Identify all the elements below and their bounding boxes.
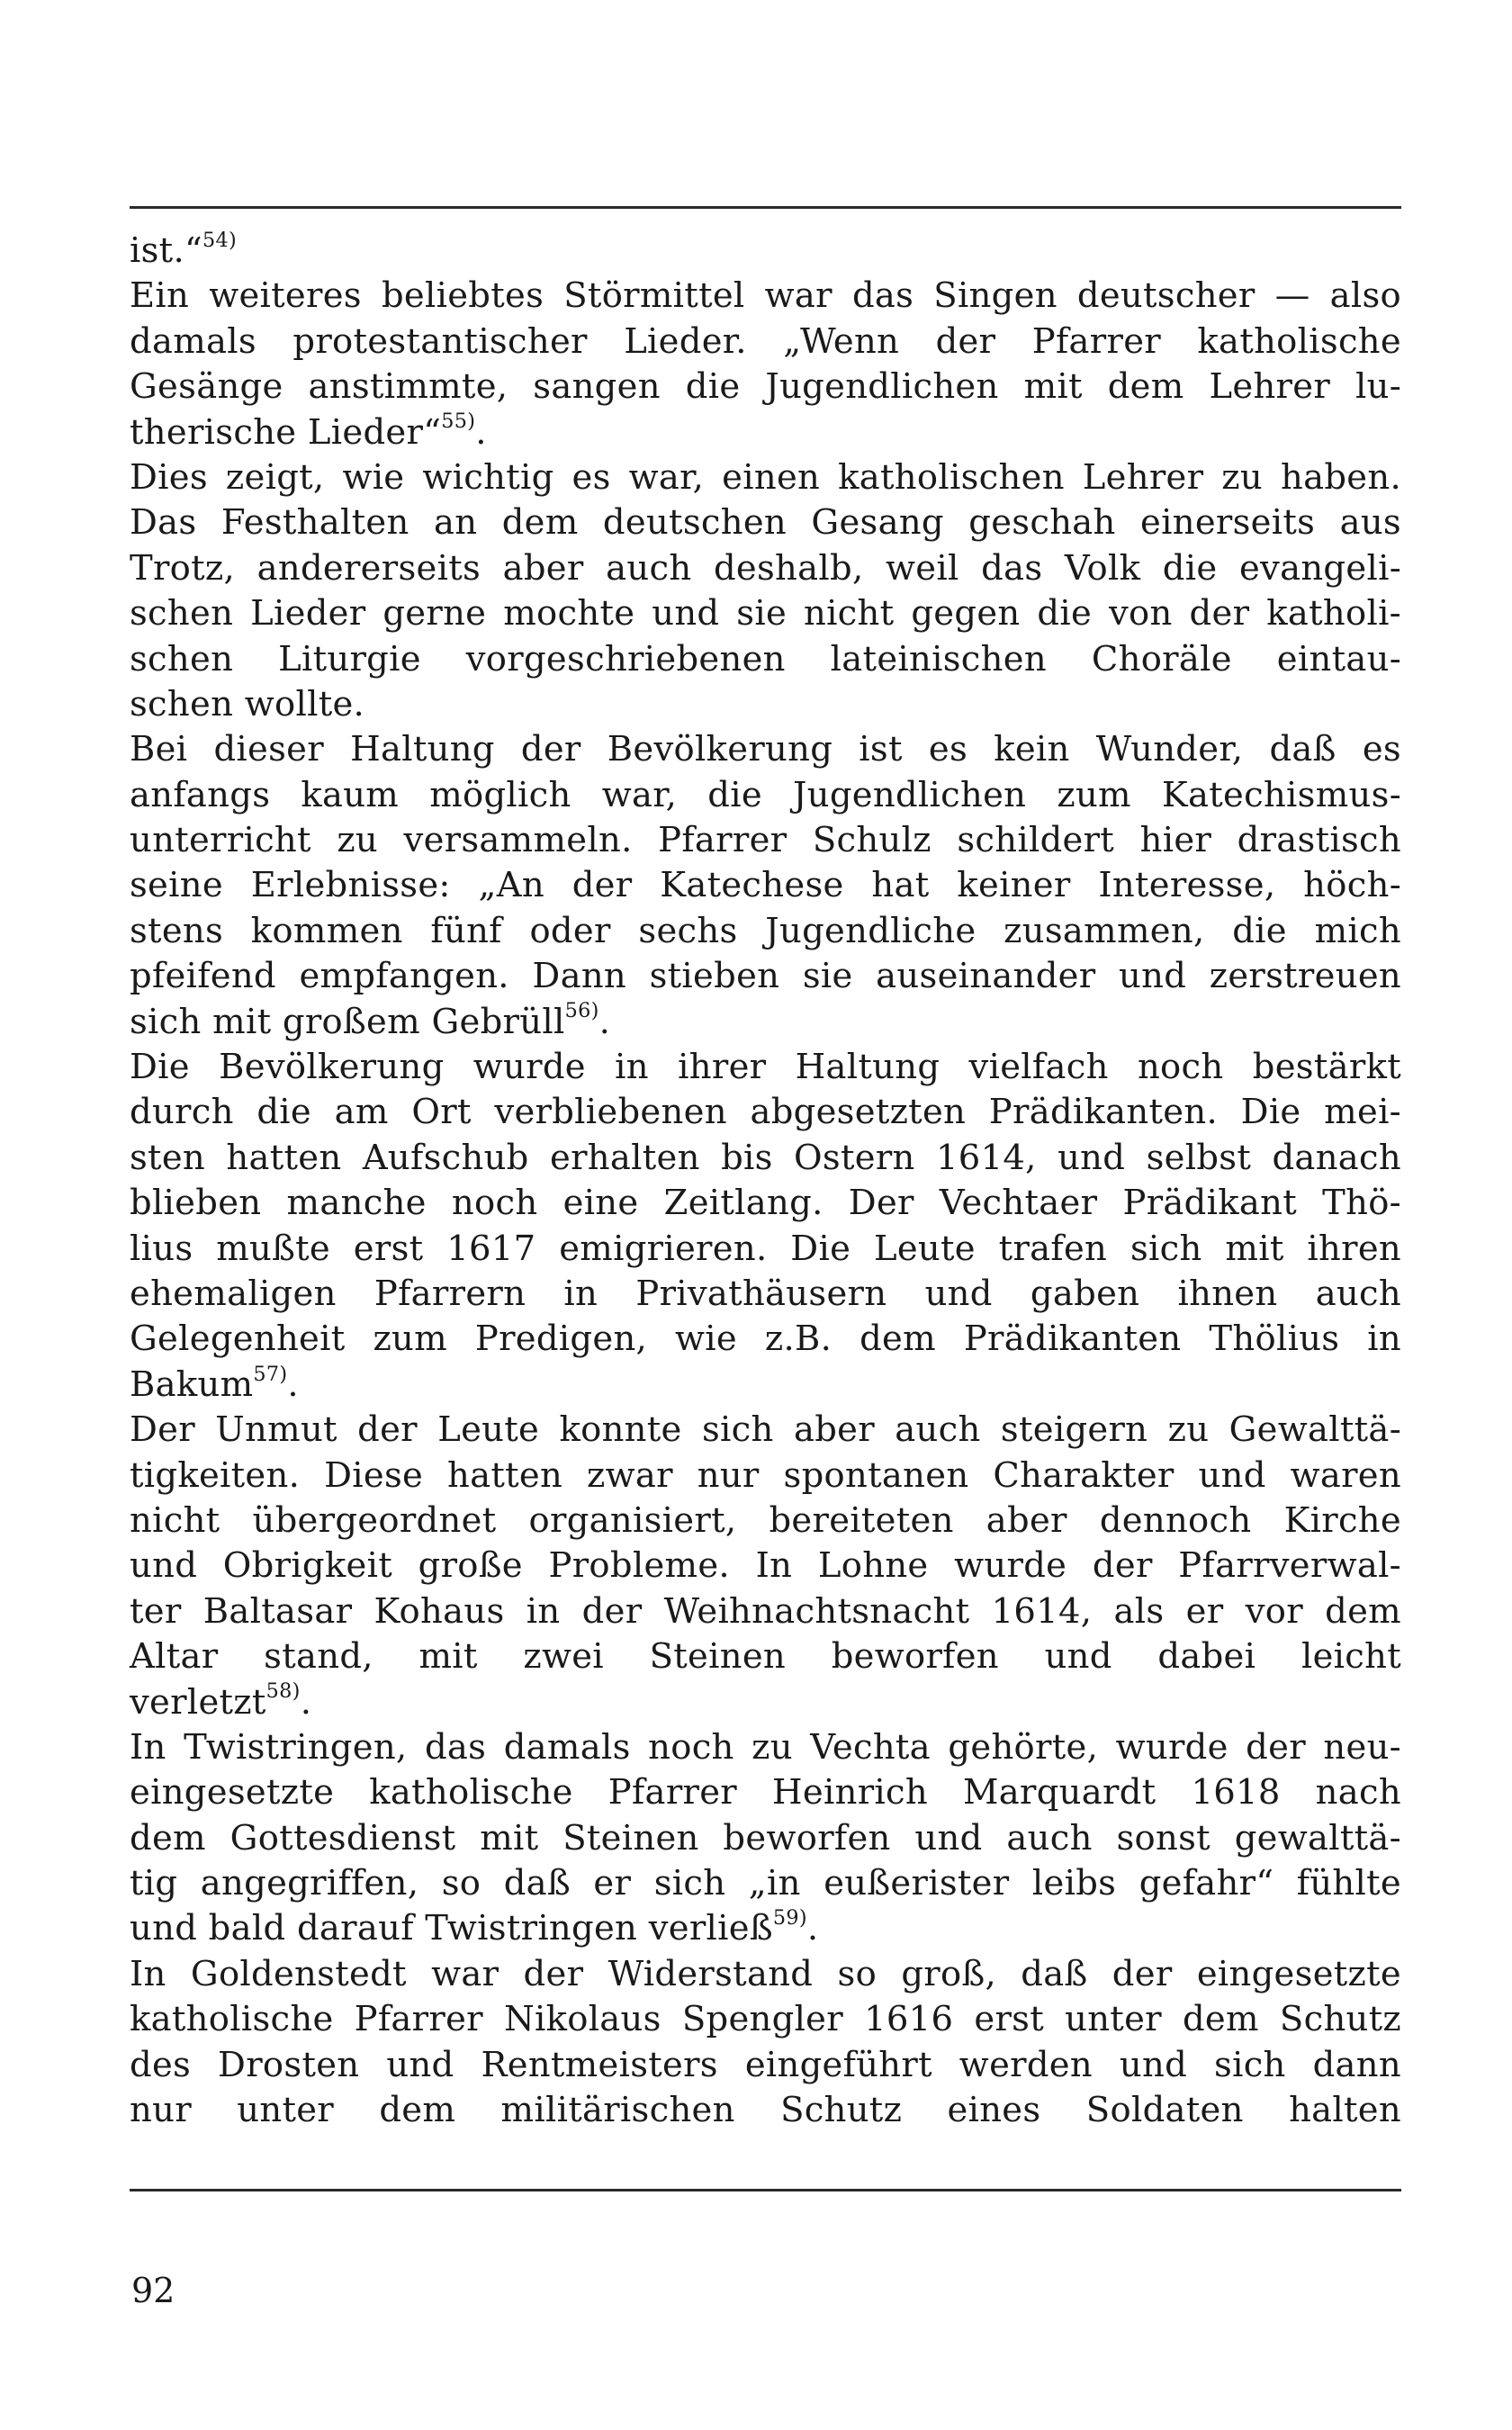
line-text: nur unter dem militärischen Schutz eines Soldaten halten <box>130 2090 1401 2131</box>
text-line <box>130 229 1401 274</box>
text-line <box>130 1136 1401 1181</box>
line-text: Bakum <box>130 1364 254 1405</box>
text-line <box>130 1000 1401 1045</box>
footnote-reference: 56) <box>564 999 599 1023</box>
line-text: schen wollte. <box>130 683 365 724</box>
line-punctuation: . <box>287 1364 299 1405</box>
text-line <box>130 1408 1401 1453</box>
footnote-reference: 55) <box>441 410 476 434</box>
text-line <box>130 1634 1401 1679</box>
text-line <box>130 455 1401 500</box>
top-rule <box>130 206 1401 209</box>
line-text: seine Erlebnisse: „An der Katechese hat keiner Interesse, höch- <box>130 865 1401 906</box>
line-text: pfeifend empfangen. Dann stieben sie auseinander und zerstreuen <box>130 956 1401 997</box>
text-line <box>130 727 1401 772</box>
line-text: Trotz, andererseits aber auch deshalb, weil das Volk die evangeli- <box>130 547 1401 589</box>
line-punctuation: . <box>300 1681 312 1723</box>
text-line <box>130 2043 1401 2088</box>
line-text: tig angegriffen, so daß er sich „in eußerister leibs gefahr“ fühlte <box>130 1863 1401 1904</box>
line-text: blieben manche noch eine Zeitlang. Der Vechtaer Prädikant Thö- <box>130 1183 1401 1224</box>
text-line <box>130 1090 1401 1135</box>
line-punctuation: . <box>806 1908 819 1949</box>
footnote-reference: 59) <box>772 1906 807 1930</box>
line-text: sich mit großem Gebrüll <box>130 1001 565 1042</box>
text-line <box>130 773 1401 818</box>
text-line <box>130 682 1401 727</box>
line-text: unterricht zu versammeln. Pfarrer Schulz schildert hier drastisch <box>130 820 1401 861</box>
text-line <box>130 320 1401 364</box>
text-line <box>130 546 1401 591</box>
line-text: tigkeiten. Diese hatten zwar nur spontanen Charakter und waren <box>130 1454 1401 1496</box>
footnote-reference: 54) <box>202 228 237 252</box>
text-line <box>130 1181 1401 1226</box>
line-text: des Drosten und Rentmeisters eingeführt werden und sich dann <box>130 2044 1401 2085</box>
line-punctuation: . <box>475 411 487 453</box>
text-line <box>130 1272 1401 1317</box>
line-text: ter Baltasar Kohaus in der Weihnachtsnacht 1614, als er vor dem <box>130 1590 1401 1632</box>
line-text: schen Liturgie vorgeschriebenen lateinischen Choräle eintau- <box>130 638 1401 680</box>
line-text: Bei dieser Haltung der Bevölkerung ist es kein Wunder, daß es <box>130 729 1401 770</box>
line-text: lius mußte erst 1617 emigrieren. Die Leute trafen sich mit ihren <box>130 1228 1401 1269</box>
footnote-reference: 58) <box>266 1679 301 1704</box>
line-text: eingesetzte katholische Pfarrer Heinrich Marquardt 1618 nach <box>130 1772 1401 1814</box>
line-text: dem Gottesdienst mit Steinen beworfen und auch sonst gewalttä- <box>130 1817 1401 1858</box>
footnote-reference: 57) <box>253 1362 288 1386</box>
text-line <box>130 500 1401 545</box>
line-text: durch die am Ort verbliebenen abgesetzten Prädikanten. Die mei- <box>130 1092 1401 1133</box>
line-text: nicht übergeordnet organisiert, bereiteten aber dennoch Kirche <box>130 1499 1401 1541</box>
body-text <box>130 229 1401 2133</box>
text-line <box>130 1454 1401 1498</box>
line-text: stens kommen fünf oder sechs Jugendliche zusammen, die mich <box>130 910 1401 951</box>
page-number: 92 <box>131 2271 176 2310</box>
text-line <box>130 1906 1401 1951</box>
line-text: ehemaligen Pfarrern in Privathäusern und gaben ihnen auch <box>130 1273 1401 1314</box>
text-line <box>130 1997 1401 2042</box>
line-punctuation: . <box>598 1001 611 1042</box>
line-text: sten hatten Aufschub erhalten bis Ostern 1614, und selbst danach <box>130 1137 1401 1178</box>
text-line <box>130 1317 1401 1362</box>
line-text: anfangs kaum möglich war, die Jugendlichen zum Katechismus- <box>130 774 1401 815</box>
text-line <box>130 1680 1401 1725</box>
text-line <box>130 1589 1401 1634</box>
text-line <box>130 410 1401 455</box>
text-line <box>130 1227 1401 1272</box>
line-text: schen Lieder gerne mochte und sie nicht gegen die von der katholi- <box>130 593 1401 634</box>
text-line <box>130 1770 1401 1815</box>
line-text: und bald darauf Twistringen verließ <box>130 1908 773 1949</box>
text-line <box>130 1861 1401 1906</box>
text-line <box>130 274 1401 319</box>
line-text: damals protestantischer Lieder. „Wenn der Pfarrer katholische <box>130 320 1401 362</box>
text-line <box>130 1952 1401 1997</box>
line-text: katholische Pfarrer Nikolaus Spengler 1616 erst unter dem Schutz <box>130 1999 1401 2040</box>
text-line <box>130 591 1401 636</box>
line-text: Altar stand, mit zwei Steinen beworfen und dabei leicht <box>130 1636 1401 1678</box>
text-line <box>130 1816 1401 1861</box>
text-line <box>130 637 1401 682</box>
line-text: In Goldenstedt war der Widerstand so groß, daß der eingesetzte <box>130 1953 1401 1994</box>
text-line <box>130 1725 1401 1770</box>
line-text: Ein weiteres beliebtes Störmittel war das Singen deutscher — also <box>130 275 1401 317</box>
line-text: verletzt <box>130 1681 266 1723</box>
line-text: und Obrigkeit große Probleme. In Lohne wurde der Pfarrverwal- <box>130 1545 1401 1587</box>
text-line <box>130 954 1401 999</box>
text-line <box>130 863 1401 908</box>
line-text: ist.“ <box>130 230 202 271</box>
text-line <box>130 1498 1401 1544</box>
text-line <box>130 1363 1401 1408</box>
line-text: Gelegenheit zum Predigen, wie z.B. dem Prädikanten Thölius in <box>130 1318 1401 1360</box>
line-text: Gesänge anstimmte, sangen die Jugendlichen mit dem Lehrer lu- <box>130 366 1401 408</box>
text-line <box>130 2088 1401 2133</box>
line-text: Dies zeigt, wie wichtig es war, einen katholischen Lehrer zu haben. <box>130 456 1401 498</box>
text-line <box>130 364 1401 410</box>
text-line <box>130 909 1401 954</box>
text-line <box>130 1544 1401 1588</box>
text-line <box>130 818 1401 863</box>
line-text: Die Bevölkerung wurde in ihrer Haltung vielfach noch bestärkt <box>130 1047 1401 1088</box>
line-text: Das Festhalten an dem deutschen Gesang geschah einerseits aus <box>130 502 1401 544</box>
line-text: Der Unmut der Leute konnte sich aber auch steigern zu Gewalttä- <box>130 1409 1401 1451</box>
text-line <box>130 1045 1401 1090</box>
line-text: In Twistringen, das damals noch zu Vechta gehörte, wurde der neu- <box>130 1726 1401 1768</box>
bottom-rule <box>130 2189 1401 2192</box>
line-text: therische Lieder“ <box>130 411 442 453</box>
